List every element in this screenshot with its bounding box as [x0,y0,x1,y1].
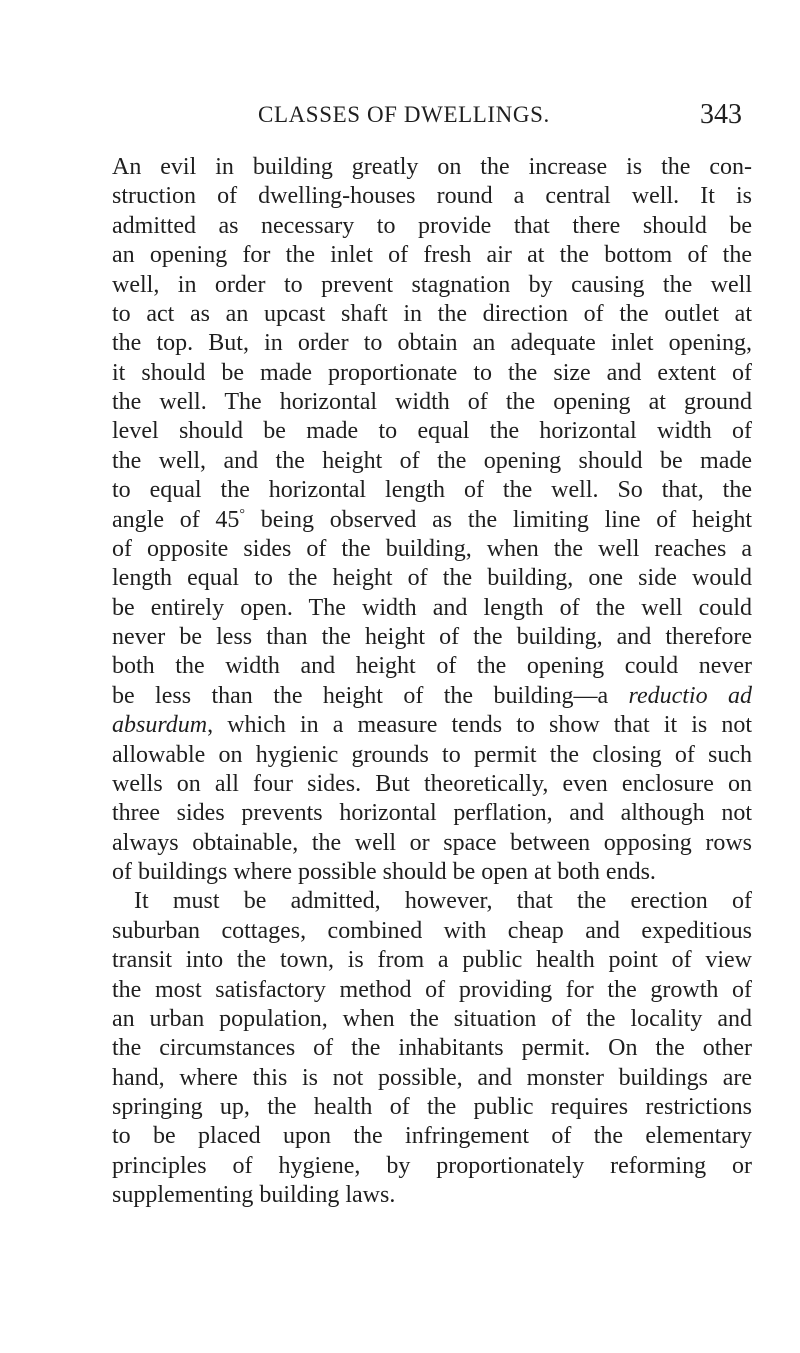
text-line: suburban cottages, combined with cheap and expeditious [112,917,752,944]
text-fragment: , which in a measure tends to show that it is not [207,712,752,739]
text-fragment: being observed as the limiting line of height [245,506,752,533]
paragraph-start-line: It must be admitted, however, that the erection of [134,888,752,915]
text-line: to act as an upcast shaft in the direction of the outlet at [112,300,752,327]
text-line: to be placed upon the infringement of the elementary [112,1123,752,1150]
text-line: the well, and the height of the opening should be made [112,447,752,474]
text-line: level should be made to equal the horizontal width of [112,418,752,445]
text-line: be entirely open. The width and length of the well could [112,594,752,621]
text-line: springing up, the health of the public requires restrictions [112,1094,752,1120]
text-line: admitted as necessary to provide that there should be [112,212,752,239]
text-line: struction of dwelling-houses round a central well. It is [112,183,752,210]
text-line: the most satisfactory method of providing for the growth of [112,976,752,1003]
text-line: three sides prevents horizontal perflation, and although not [112,800,752,827]
body-text [112,153,752,1211]
degree-sign: ° [239,506,246,522]
text-line: length equal to the height of the building, one side would [112,565,752,592]
page-number: 343 [700,99,742,130]
text-fragment: be less than the height of the building—a [112,682,629,709]
text-line: never be less than the height of the building, and therefore [112,624,752,650]
text-line: An evil in building greatly on the increase is the con- [112,154,752,180]
text-line: always obtainable, the well or space between opposing rows [112,829,752,856]
text-line: principles of hygiene, by proportionately reforming or [112,1152,752,1179]
text-line: transit into the town, is from a public health point of view [112,947,752,974]
text-line [112,682,752,711]
text-line: to equal the horizontal length of the well. So that, the [112,477,752,504]
latin-phrase: reductio ad [628,682,752,709]
text-line: the circumstances of the inhabitants permit. On the other [112,1035,752,1062]
text-line: an opening for the inlet of fresh air at the bottom of the [112,242,752,269]
text-line [112,506,752,535]
text-line [112,711,752,740]
running-title: CLASSES OF DWELLINGS. [258,102,550,127]
paragraph-end-line: of buildings where possible should be open at both ends. [112,859,656,885]
text-line: well, in order to prevent stagnation by causing the well [112,271,752,298]
text-line: of opposite sides of the building, when the well reaches a [112,535,752,562]
text-line: hand, where this is not possible, and monster buildings are [112,1064,752,1091]
text-fragment: angle of 45 [112,506,240,533]
running-head [0,97,800,133]
text-line: wells on all four sides. But theoretically, even enclosure on [112,770,752,797]
text-line: both the width and height of the opening could never [112,653,752,680]
latin-phrase: absurdum [112,712,208,739]
text-line: the top. But, in order to obtain an adequate inlet opening, [112,330,752,357]
text-line: the well. The horizontal width of the opening at ground [112,389,752,415]
paragraph-end-line: supplementing building laws. [112,1182,396,1209]
text-line: allowable on hygienic grounds to permit the closing of such [112,741,752,768]
text-line: an urban population, when the situation of the locality and [112,1005,752,1032]
text-line: it should be made proportionate to the size and extent of [112,359,752,386]
